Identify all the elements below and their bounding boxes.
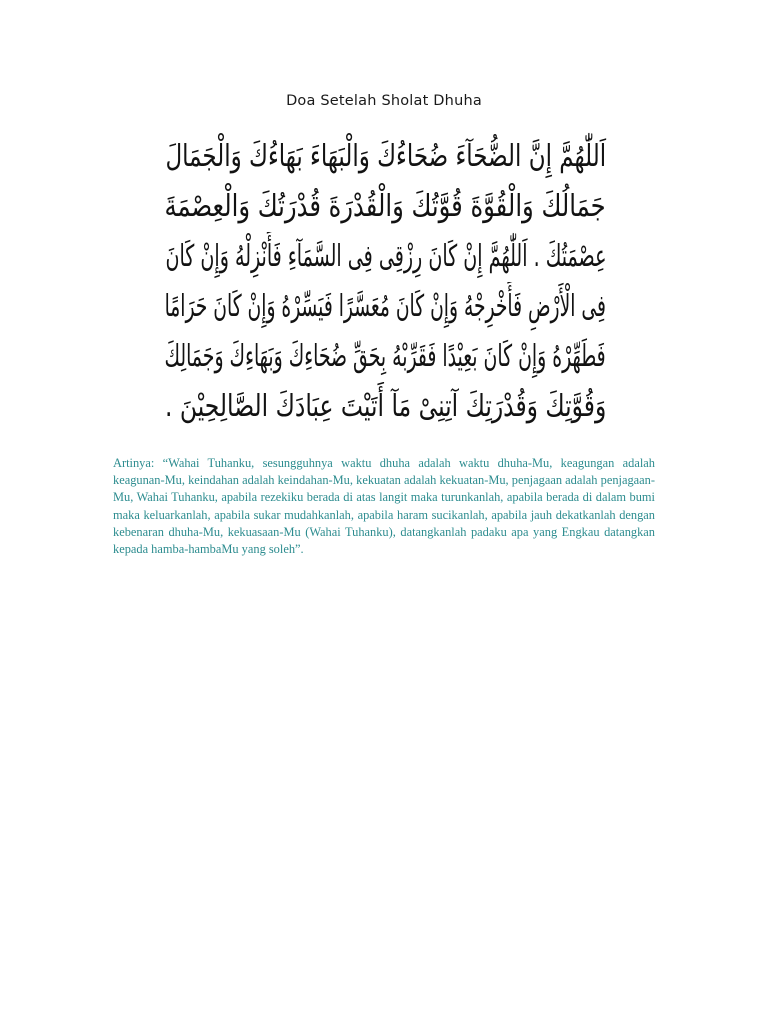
arabic-line: جَمَالُكَ وَالْقُوَّةَ قُوَّتُكَ وَالْقُدْرَةَ قُدْرَتُكَ وَالْعِصْمَةَ [164, 189, 607, 224]
arabic-line: اَللّٰهُمَّ إِنَّ الضُّحَآءَ ضُحَاءُكَ وَالْبَهَاءَ بَهَاءُكَ وَالْجَمَالَ [165, 139, 606, 174]
arabic-line: وَقُوَّتِكَ وَقُدْرَتِكَ آتِنِىْ مَآ أَتَيْتَ عِبَادَكَ الصَّالِحِيْنَ . [164, 389, 607, 424]
arabic-line: عِصْمَتُكَ . اَللّٰهُمَّ إِنْ كَانَ رِزْقِى فِى السَّمَآءِ فَأَنْزِلْهُ وَإِنْ كَانَ [165, 239, 606, 274]
arabic-line: فِى الْأَرْضِ فَأَخْرِجْهُ وَإِنْ كَانَ مُعَسَّرًا فَيَسِّرْهُ وَإِنْ كَانَ حَرَامًا [164, 289, 607, 324]
arabic-line: فَطَهِّرْهُ وَإِنْ كَانَ بَعِيْدًا فَقَرِّبْهُ بِحَقِّ ضُحَاءِكَ وَبَهَاءِكَ وَجَمَالِكَ [164, 339, 607, 374]
arabic-prayer-text-image [163, 128, 608, 433]
page-title: Doa Setelah Sholat Dhuha [286, 93, 482, 109]
translation-paragraph: Artinya: “Wahai Tuhanku, sesungguhnya waktu dhuha adalah waktu dhuha-Mu, keagungan adalah keagunan-Mu, keindahan adalah keindahan-Mu, kekuatan adalah kekuatan-Mu, penjagaan adalah penjagaan-Mu, Wahai Tuhanku, apabila rezekiku berada di atas langit maka turunkanlah, apabila berada di dalam bumi maka keluarkanlah, apabila sukar mudahkanlah, apabila haram sucikanlah, apabila jauh dekatkanlah dengan kebenaran dhuha-Mu, kekuasaan-Mu (Wahai Tuhanku), datangkanlah padaku apa yang Engkau datangkan kepada hamba-hambaMu yang soleh”. [113, 456, 655, 557]
